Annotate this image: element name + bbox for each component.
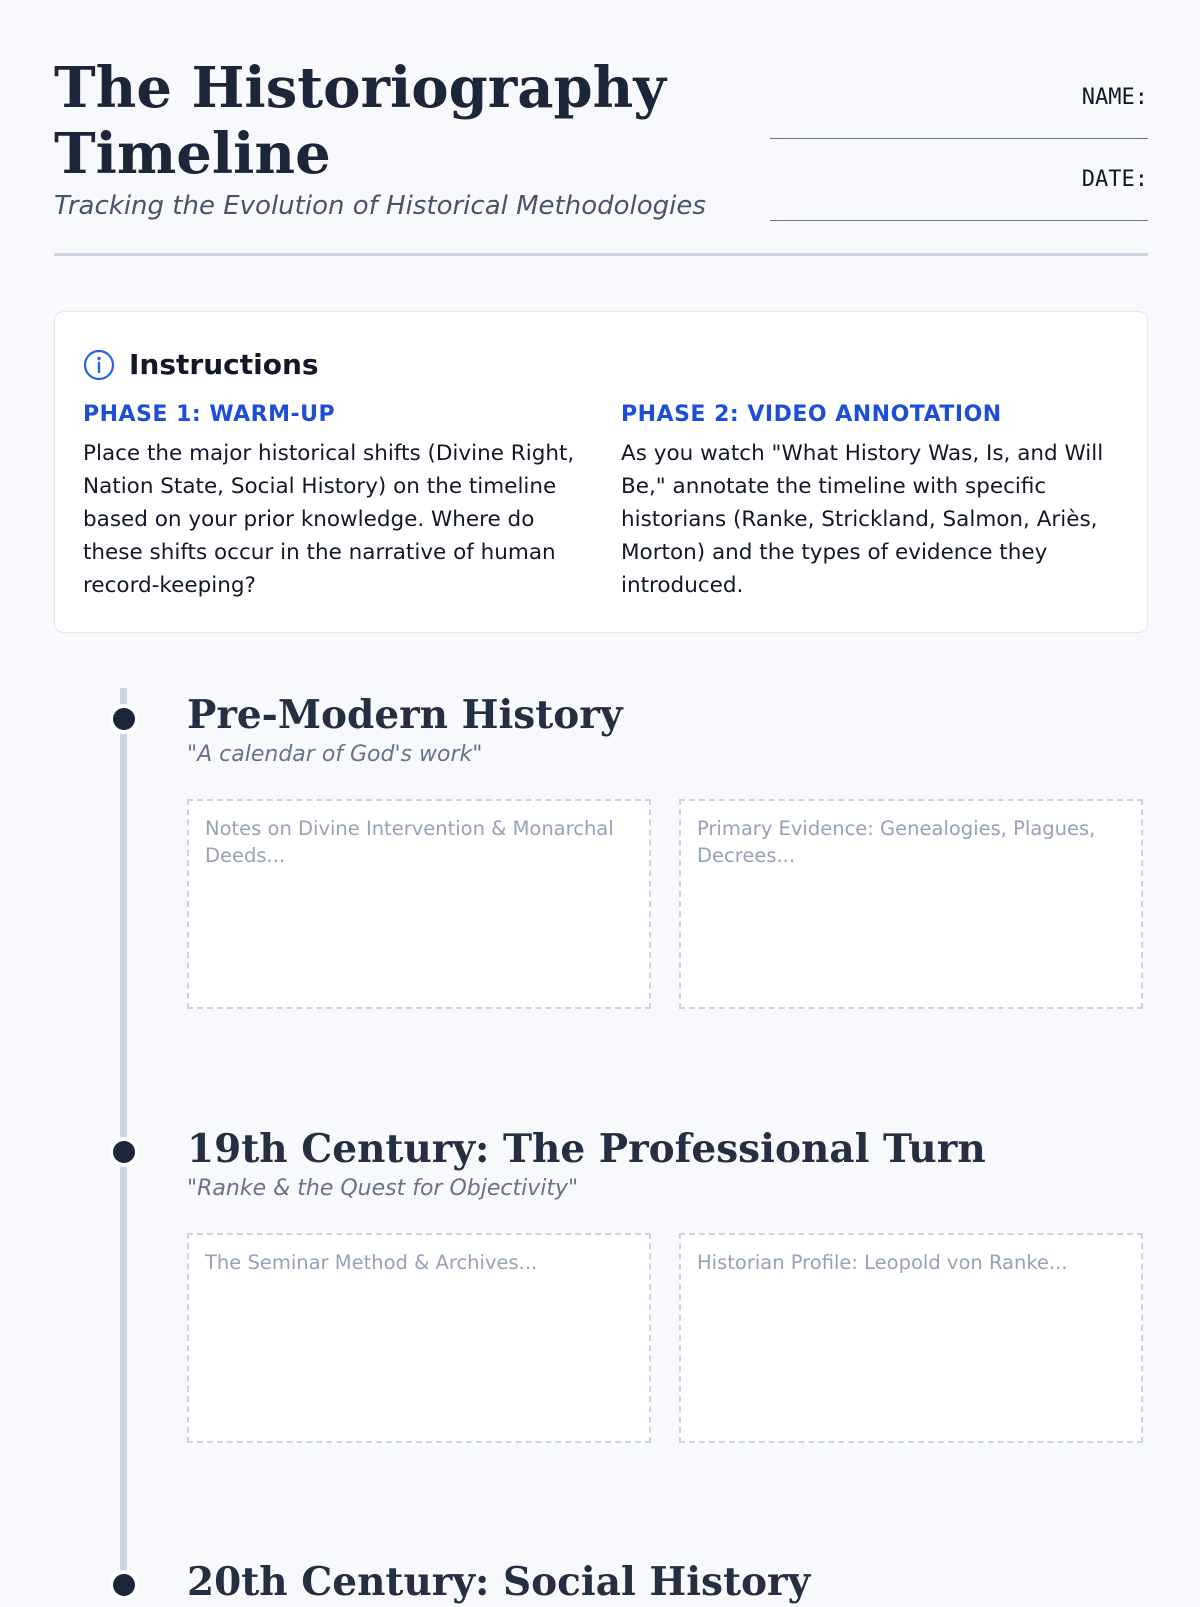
page-title: The Historiography Timeline bbox=[54, 55, 666, 187]
phase-1-label: PHASE 1: WARM-UP bbox=[83, 402, 336, 427]
section-subtitle: "Ranke & the Quest for Objectivity" bbox=[187, 1176, 579, 1201]
timeline-marker bbox=[109, 1137, 139, 1167]
timeline-section-19th-century bbox=[187, 1124, 1147, 1443]
phase-2 bbox=[621, 402, 1131, 602]
name-label: NAME: bbox=[1081, 85, 1148, 110]
timeline-marker bbox=[109, 704, 139, 734]
notes-box[interactable]: The Seminar Method & Archives... bbox=[187, 1233, 651, 1443]
instructions-heading bbox=[83, 348, 319, 381]
phase-1-text: Place the major historical shifts (Divine Right, Nation State, Social History) on the timeline based on your prior knowledge. Where do these shifts occur in the narrative of human record-keeping? bbox=[83, 441, 575, 598]
name-field[interactable] bbox=[770, 138, 1148, 139]
info-icon bbox=[83, 349, 115, 381]
phase-1 bbox=[83, 402, 579, 602]
date-label: DATE: bbox=[1081, 167, 1148, 192]
header-divider bbox=[54, 253, 1148, 256]
instructions-card bbox=[54, 311, 1148, 633]
page-header bbox=[54, 55, 1148, 221]
evidence-box[interactable]: Primary Evidence: Genealogies, Plagues, Decrees... bbox=[679, 799, 1143, 1009]
timeline-section-pre-modern bbox=[187, 690, 1147, 1009]
student-fields bbox=[770, 85, 1148, 249]
page-subtitle: Tracking the Evolution of Historical Methodologies bbox=[54, 191, 706, 221]
phase-2-text: As you watch "What History Was, Is, and Will Be," annotate the timeline with specific historians (Ranke, Strickland, Salmon, Ariès, Morton) and the types of evidence they introduced. bbox=[621, 441, 1104, 598]
section-title: 20th Century: Social History bbox=[187, 1559, 811, 1605]
instructions-title: Instructions bbox=[129, 348, 319, 381]
section-title: Pre-Modern History bbox=[187, 692, 623, 738]
timeline-marker bbox=[109, 1570, 139, 1600]
section-title: 19th Century: The Professional Turn bbox=[187, 1126, 986, 1172]
profile-box[interactable]: Historian Profile: Leopold von Ranke... bbox=[679, 1233, 1143, 1443]
phase-2-label: PHASE 2: VIDEO ANNOTATION bbox=[621, 402, 1002, 427]
date-field[interactable] bbox=[770, 220, 1148, 221]
notes-box[interactable]: Notes on Divine Intervention & Monarchal Deeds... bbox=[187, 799, 651, 1009]
section-subtitle: "A calendar of God's work" bbox=[187, 742, 483, 767]
